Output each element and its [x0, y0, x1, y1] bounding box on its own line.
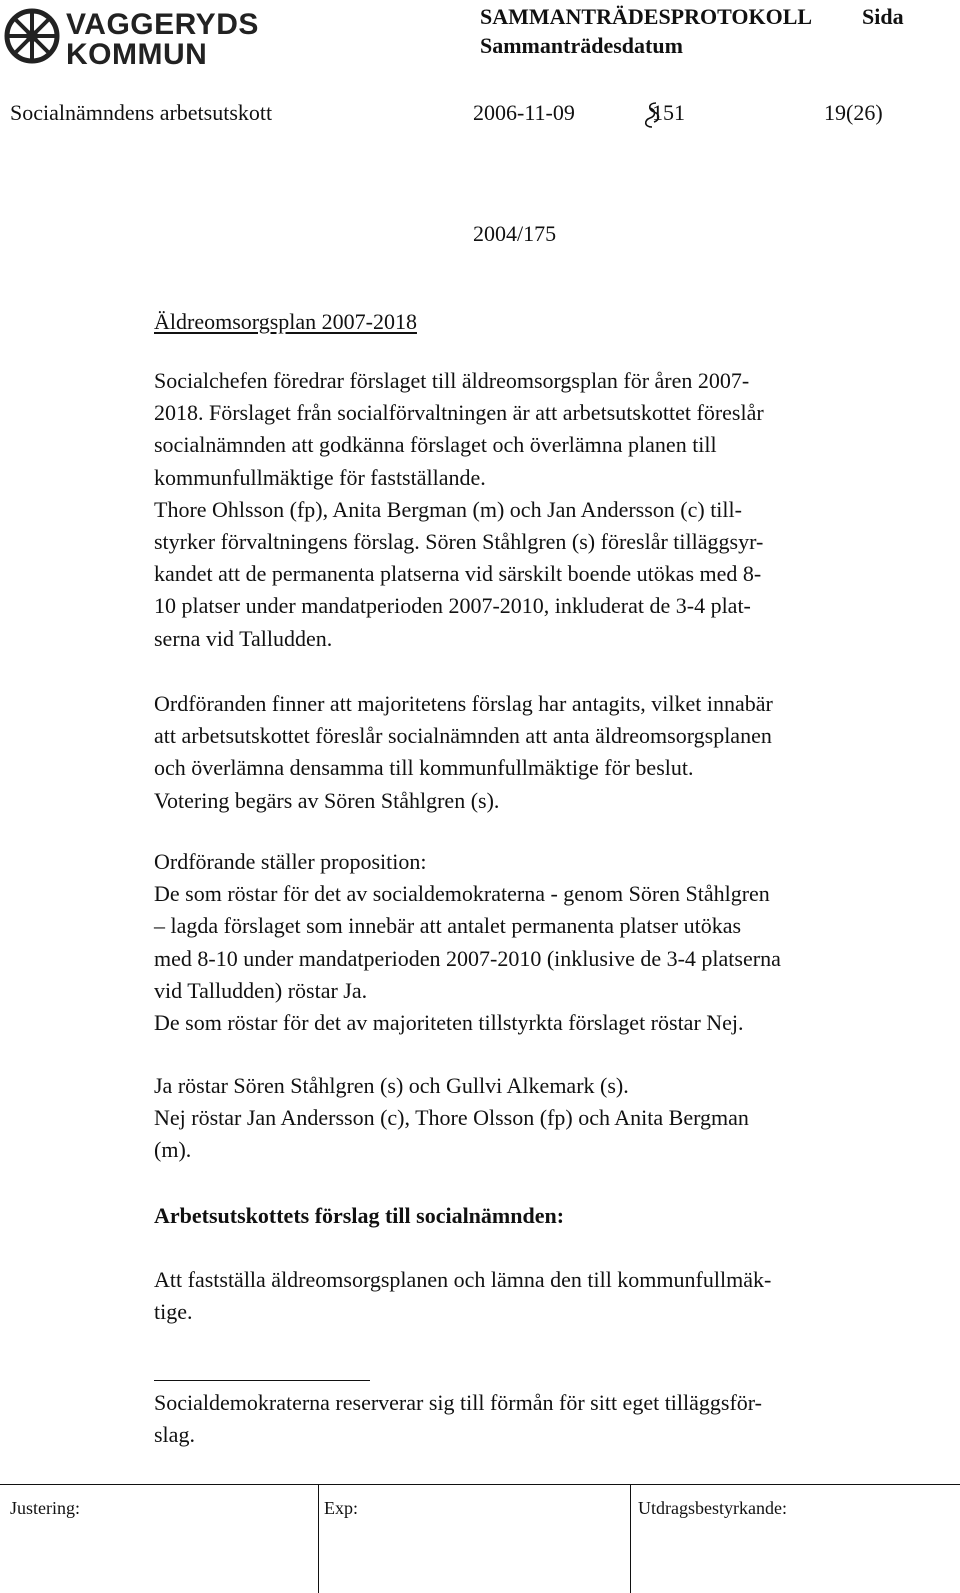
paragraph-6-reservation: [154, 1387, 924, 1451]
text-line: Ja röstar Sören Ståhlgren (s) och Gullvi Alkemark (s).: [154, 1073, 629, 1098]
document-type: SAMMANTRÄDESPROTOKOLL: [480, 4, 813, 29]
text-line: kandet att de permanenta platserna vid särskilt boende utökas med 8-: [154, 561, 762, 587]
paragraph-3: [154, 846, 924, 1039]
text-line: (m).: [154, 1137, 192, 1163]
footer-column-separator: [630, 1484, 631, 1593]
text-line: Socialdemokraterna reserverar sig till förmån för sitt eget tilläggsför-: [154, 1390, 763, 1415]
text-line: Nej röstar Jan Andersson (c), Thore Olsson (fp) och Anita Bergman: [154, 1105, 749, 1131]
paragraph-2: [154, 688, 924, 817]
text-line: tige.: [154, 1299, 193, 1325]
footer-exp-label: Exp:: [324, 1498, 358, 1518]
wheel-emblem-icon: [4, 8, 60, 64]
paragraph-1: [154, 365, 924, 655]
text-line: med 8-10 under mandatperioden 2007-2010 (inklusive de 3-4 platserna: [154, 945, 781, 971]
committee-name: Socialnämndens arbetsutskott: [10, 100, 273, 125]
text-line: kommunfullmäktige för fastställande.: [154, 464, 486, 490]
text-line: Thore Ohlsson (fp), Anita Bergman (m) och Jan Andersson (c) till-: [154, 496, 742, 522]
text-line: Ordföranden finner att majoritetens förslag har antagits, vilket innabär: [154, 691, 773, 716]
footer-utdrag-label: Utdragsbestyrkande:: [638, 1498, 787, 1518]
logo-text-line1: VAGGERYDS: [66, 8, 259, 41]
text-line: Socialchefen föredrar förslaget till äldreomsorgsplan för åren 2007-: [154, 368, 750, 393]
logo-text-line2: KOMMUN: [66, 38, 208, 71]
footer-divider: [0, 1484, 960, 1485]
text-line: Ordförande ställer proposition:: [154, 849, 427, 874]
text-line: Att fastställa äldreomsorgsplanen och lämna den till kommunfullmäk-: [154, 1267, 772, 1292]
page-number: 19(26): [824, 100, 883, 125]
text-line: styrker förvaltningens förslag. Sören Ståhlgren (s) föreslår tilläggsyr-: [154, 529, 764, 555]
meeting-date-label: Sammanträdesdatum: [480, 33, 683, 58]
paragraph-4-votes: [154, 1070, 924, 1167]
text-line: serna vid Talludden.: [154, 625, 333, 651]
text-line: Votering begärs av Sören Ståhlgren (s).: [154, 787, 500, 813]
case-number: 2004/175: [473, 221, 557, 246]
text-line: – lagda förslaget som innebär att antalet permanenta platser utökas: [154, 913, 742, 939]
text-line: vid Talludden) röstar Ja.: [154, 977, 368, 1003]
proposal-heading: Arbetsutskottets förslag till socialnämnden:: [154, 1203, 565, 1228]
text-line: De som röstar för det av majoriteten tillstyrkta förslaget röstar Nej.: [154, 1010, 744, 1036]
footer-justering-label: Justering:: [10, 1498, 80, 1518]
text-line: De som röstar för det av socialdemokraterna - genom Sören Ståhlgren: [154, 881, 770, 907]
reservation-divider: [154, 1380, 370, 1381]
text-line: 10 platser under mandatperioden 2007-2010, inkluderat de 3-4 plat-: [154, 593, 751, 619]
vaggeryds-kommun-logo: [4, 6, 264, 71]
meeting-date: 2006-11-09: [473, 100, 575, 125]
footer-column-separator: [318, 1484, 319, 1593]
text-line: 2018. Förslaget från socialförvaltningen är att arbetsutskottet föreslår: [154, 400, 764, 426]
paragraph-5-proposal: [154, 1264, 924, 1328]
text-line: och överlämna densamma till kommunfullmäktige för beslut.: [154, 755, 694, 781]
paragraph-number: 151: [652, 100, 685, 125]
text-line: slag.: [154, 1422, 195, 1448]
text-line: att arbetsutskottet föreslår socialnämnden att anta äldreomsorgsplanen: [154, 723, 772, 749]
text-line: socialnämnden att godkänna förslaget och överlämna planen till: [154, 432, 717, 458]
page-label: Sida: [862, 4, 904, 29]
item-title: Äldreomsorgsplan 2007-2018: [154, 309, 417, 334]
